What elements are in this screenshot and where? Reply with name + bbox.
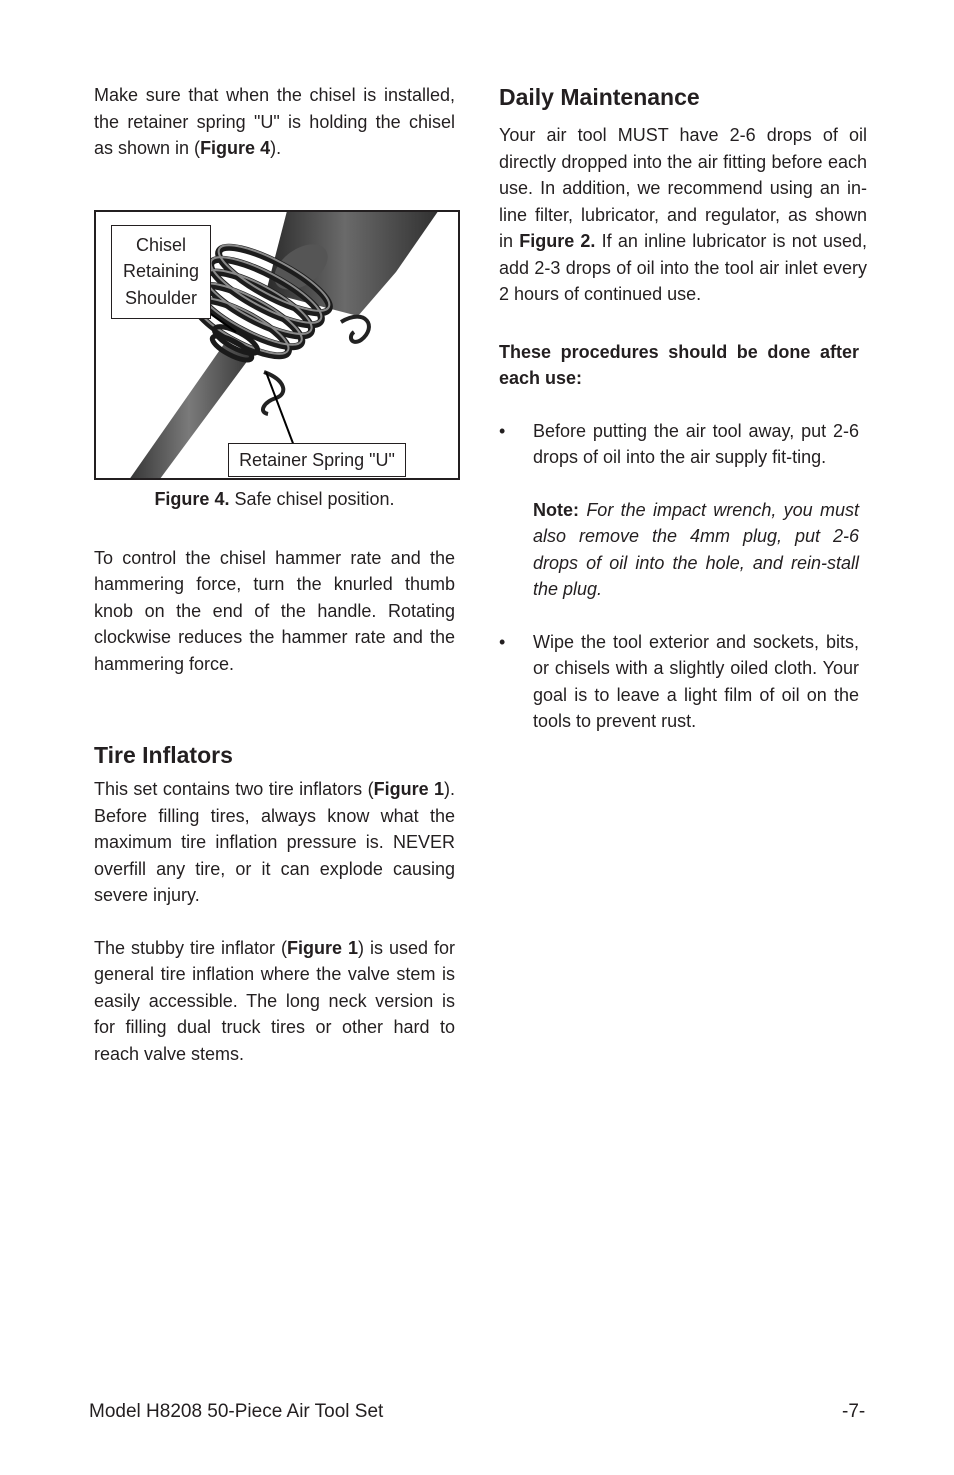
callout-retainer-spring-u: Retainer Spring "U" [228,443,406,477]
note-paragraph: Note: For the impact wrench, you must also remove the 4mm plug, put 2-6 drops of oil into the hole, and rein-stall the plug. [533,499,859,599]
figure-reference: Figure 4 [200,138,271,158]
list-item: • Wipe the tool exterior and sockets, bits, or chisels with a slightly oiled cloth. Your goal is to leave a light film of oil on the tools to prevent rust. [499,629,859,735]
stubby-inflator-paragraph: The stubby tire inflator (Figure 1) is used for general tire inflation where the valve stem is easily accessible. The long neck version is for filling dual truck tires or other hard to reach valve stems. [94,937,455,1064]
bullet-icon: • [499,631,506,652]
bullet-icon: • [499,420,506,441]
hammer-rate-paragraph: To control the chisel hammer rate and the hammering force, turn the knurled thumb knob on the end of the handle. Rotating clockwise reduces the hammer rate and the hammering force. [94,547,455,674]
tire-inflators-paragraph: This set contains two tire inflators (Figure 1). Before filling tires, always know what the maximum tire inflation pressure is. NEVER overfill any tire, or it can explode causing severe injury. [94,779,456,905]
procedures-heading: These procedures should be done after each use: [499,341,859,388]
chisel-install-paragraph: Make sure that when the chisel is installed, the retainer spring "U" is holding the chisel as shown in (Figure 4). [94,85,455,158]
left-column [94,80,455,1067]
list-item: • Before putting the air tool away, put 2-6 drops of oil into the air supply fit-ting. [499,418,859,471]
daily-maintenance-heading: Daily Maintenance [499,84,700,110]
footer-model-name: Model H8208 50-Piece Air Tool Set [89,1401,384,1422]
callout-chisel-retaining-shoulder: Chisel Retaining Shoulder [111,225,211,319]
daily-maintenance-paragraph: Your air tool MUST have 2-6 drops of oil directly dropped into the air fitting before each use. In addition, we recommend using an in-line filter, lubricator, and regulator, as shown in Figure 2. If an inline lubricator is not used, add 2-3 drops of oil into the tool air inlet every 2 hours of continued use. [499,125,867,304]
footer-page-number: -7- [842,1401,866,1422]
figure-4-caption: Figure 4. Safe chisel position. [154,488,395,509]
right-column [499,80,867,735]
figure-4-safe-chisel-position [94,210,460,480]
tire-inflators-heading: Tire Inflators [94,742,233,768]
